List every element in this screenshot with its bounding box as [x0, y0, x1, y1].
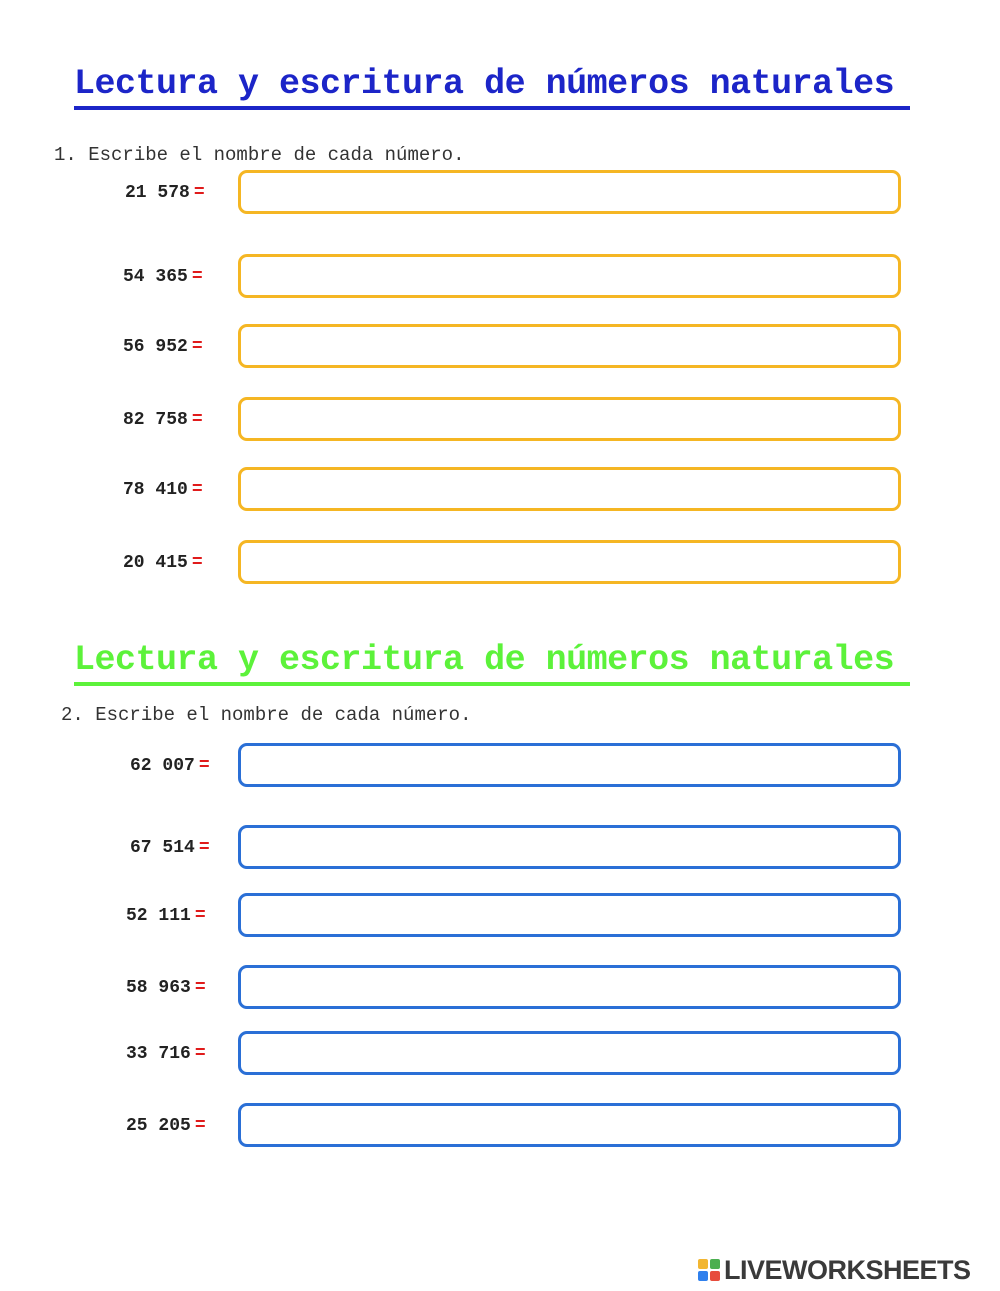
answer-row — [0, 540, 1000, 588]
answer-input[interactable] — [238, 1103, 901, 1147]
section1-title: Lectura y escritura de números naturales — [74, 64, 910, 110]
answer-row — [0, 324, 1000, 372]
answer-row — [0, 170, 1000, 218]
number-label: 52 111 = — [126, 906, 206, 926]
number-label: 21 578 = — [125, 183, 205, 203]
number-label: 62 007 = — [130, 756, 210, 776]
answer-row — [0, 743, 1000, 791]
answer-row — [0, 893, 1000, 941]
section1-instruction: 1. Escribe el nombre de cada número. — [54, 144, 465, 166]
liveworksheets-logo — [698, 1256, 971, 1284]
answer-row — [0, 825, 1000, 873]
number-label: 82 758 = — [123, 410, 203, 430]
answer-row — [0, 965, 1000, 1013]
answer-row — [0, 254, 1000, 302]
answer-row — [0, 1103, 1000, 1151]
answer-input[interactable] — [238, 743, 901, 787]
number-label: 20 415 = — [123, 553, 203, 573]
section2-instruction: 2. Escribe el nombre de cada número. — [61, 704, 472, 726]
logo-text: LIVEWORKSHEETS — [724, 1254, 971, 1285]
number-label: 67 514 = — [130, 838, 210, 858]
liveworksheets-logo-icon — [698, 1259, 720, 1281]
answer-input[interactable] — [238, 397, 901, 441]
answer-input[interactable] — [238, 825, 901, 869]
number-label: 54 365 = — [123, 267, 203, 287]
answer-row — [0, 467, 1000, 515]
answer-input[interactable] — [238, 893, 901, 937]
section2-title: Lectura y escritura de números naturales — [74, 640, 910, 686]
answer-input[interactable] — [238, 324, 901, 368]
number-label: 33 716 = — [126, 1044, 206, 1064]
answer-input[interactable] — [238, 965, 901, 1009]
answer-input[interactable] — [238, 540, 901, 584]
answer-row — [0, 397, 1000, 445]
number-label: 56 952 = — [123, 337, 203, 357]
answer-row — [0, 1031, 1000, 1079]
number-label: 25 205 = — [126, 1116, 206, 1136]
number-label: 58 963 = — [126, 978, 206, 998]
number-label: 78 410 = — [123, 480, 203, 500]
answer-input[interactable] — [238, 254, 901, 298]
answer-input[interactable] — [238, 1031, 901, 1075]
answer-input[interactable] — [238, 170, 901, 214]
answer-input[interactable] — [238, 467, 901, 511]
